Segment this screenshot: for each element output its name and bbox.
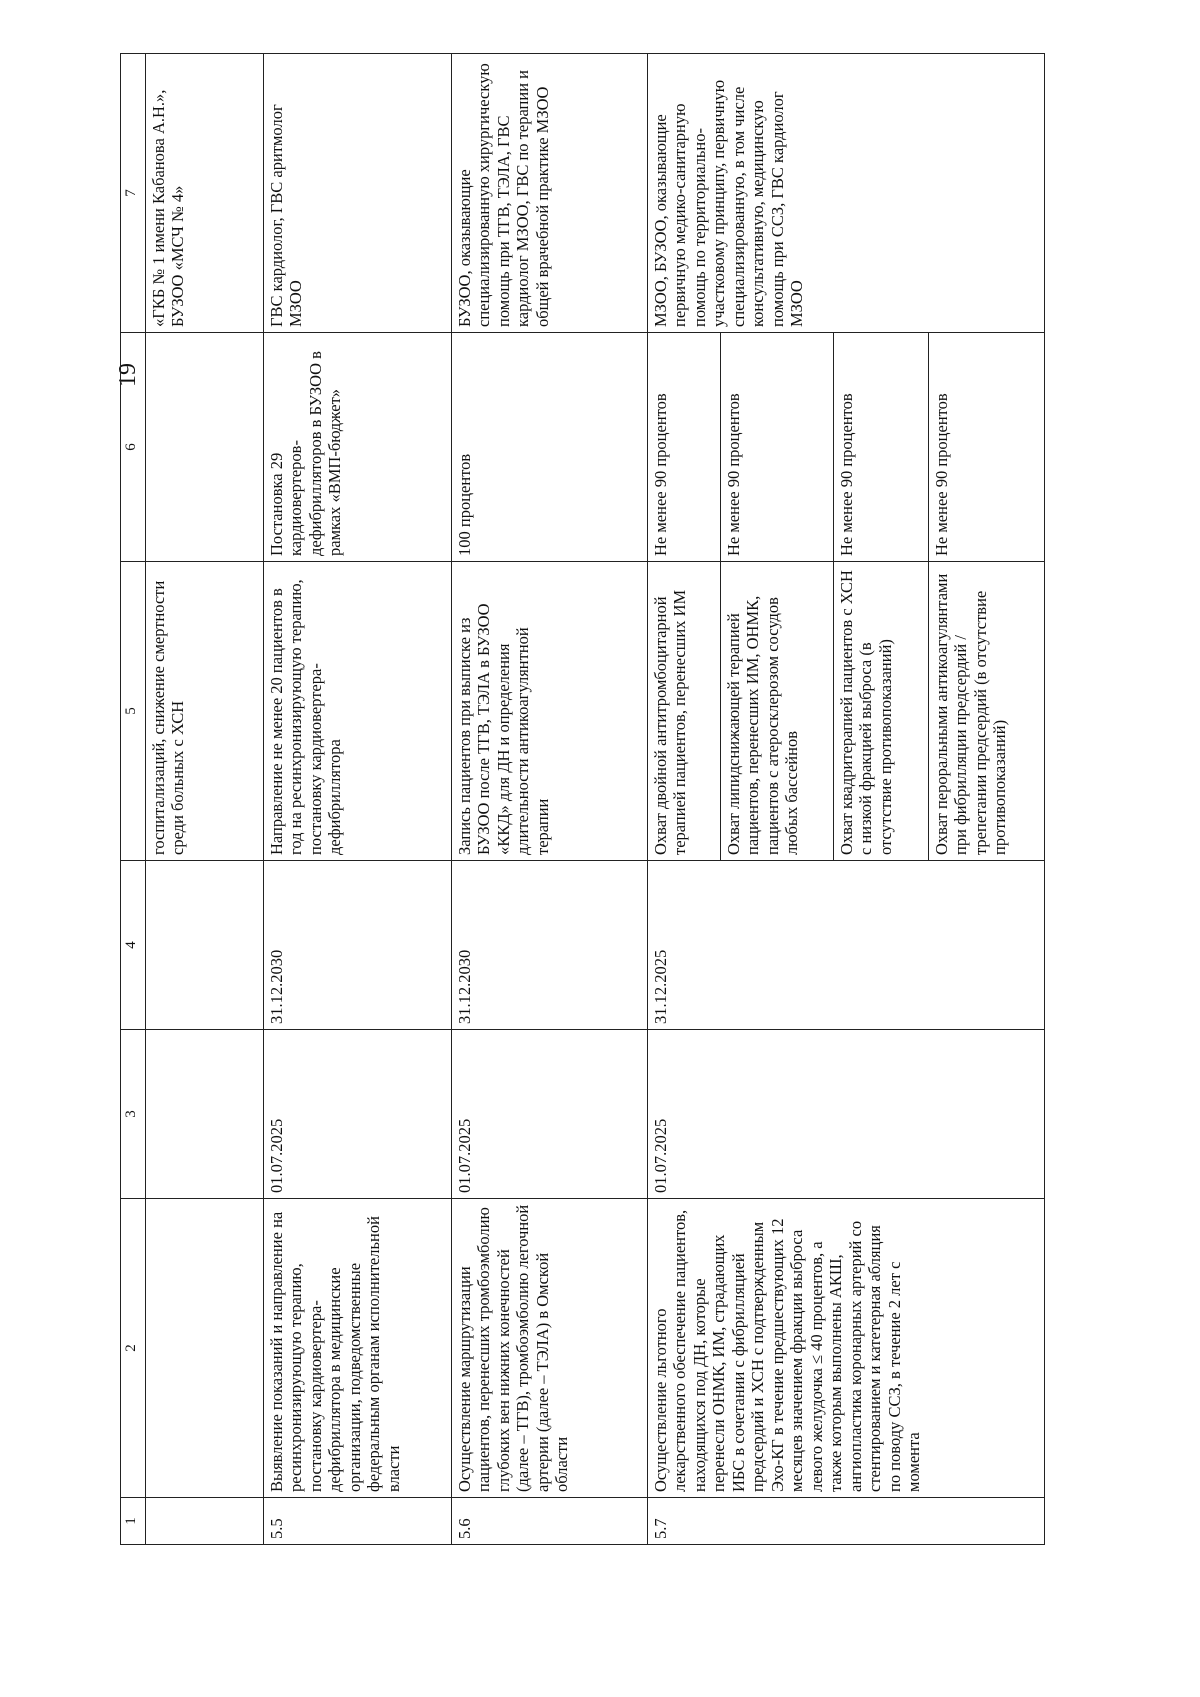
- cell-start-date: [146, 1030, 264, 1199]
- cell-indicator: [146, 333, 264, 562]
- sub-indicator: Не менее 90 процентов: [721, 333, 834, 561]
- cell-measure: Выявление показаний и направление на ресинхронизирующую терапию, постановку кардиовертера-дефибриллятора в медицинские организации, подведомственные федеральным органам исполнительной власти: [264, 1199, 452, 1498]
- cell-result: госпитализаций, снижение смертности среди больных с ХСН: [146, 562, 264, 861]
- cell-start-date: 01.07.2025: [264, 1030, 452, 1199]
- cell-responsible: «ГКБ № 1 имени Кабанова А.Н.», БУЗОО «МСЧ № 4»: [146, 54, 264, 333]
- header-col-5: 5: [121, 562, 146, 861]
- sub-result: Охват липидснижающей терапией пациентов, перенесших ИМ, ОНМК, пациентов с атеросклерозом сосудов любых бассейнов: [721, 562, 834, 860]
- header-col-6: 6: [121, 333, 146, 562]
- sub-result: Охват пероральными антикоагулянтами при фибрилляции предсердий / трепетании предсердий (в отсутствие противопоказаний): [932, 573, 1010, 855]
- sub-indicator: Не менее 90 процентов: [648, 333, 721, 561]
- header-row: [121, 54, 146, 1545]
- sub-result: Охват квадритерапией пациентов с ХСН с низкой фракцией выброса (в отсутствие противопоказаний): [834, 562, 929, 860]
- cell-measure: Осуществление льготного лекарственного обеспечение пациентов, находящихся под ДН, которые перенесли ОНМК, ИМ, страдающих ИБС в сочетании с фибрилляцией предсердий и ХСН с подтвержденным Эхо-КГ в течение предшествующих 12 месяцев значением фракции выброса левого желудочка ≤ 40 процентов, а также которым выполнены АКШ, ангиопластика коронарных артерий со стентированием и катетерная абляция по поводу ССЗ, в течение 2 лет с момента: [648, 1199, 1045, 1498]
- cell-result-split: [648, 562, 1045, 861]
- cell-end-date: 31.12.2030: [452, 861, 648, 1030]
- header-col-7: 7: [121, 54, 146, 333]
- cell-end-date: 31.12.2025: [648, 861, 1045, 1030]
- cell-measure: Осуществление маршрутизации пациентов, перенесших тромбоэмболию глубоких вен нижних конечностей (далее – ТГВ), тромбоэмболию легочной артерии (далее – ТЭЛА) в Омской области: [452, 1199, 648, 1498]
- page-number: 19: [115, 363, 141, 387]
- table-row: [452, 54, 648, 1545]
- table-row: [146, 54, 264, 1545]
- cell-start-date: 01.07.2025: [452, 1030, 648, 1199]
- cell-number: 5.6: [452, 1498, 648, 1545]
- cell-start-date: 01.07.2025: [648, 1030, 1045, 1199]
- cell-number: 5.7: [648, 1498, 1045, 1545]
- cell-end-date: [146, 861, 264, 1030]
- header-col-2: 2: [121, 1199, 146, 1498]
- header-col-3: 3: [121, 1030, 146, 1199]
- cell-responsible: ГВС кардиолог, ГВС аритмолог МЗОО: [264, 54, 452, 333]
- cell-responsible: МЗОО, БУЗОО, оказывающие первичную медико-санитарную помощь по территориально-участковому принципу, первичную специализированную, в том числе консультативную, медицинскую помощь при ССЗ, ГВС кардиолог МЗОО: [648, 54, 1045, 333]
- cell-result: Направление не менее 20 пациентов в год на ресинхронизирующую терапию, постановку кардиовертера-дефибриллятора: [264, 562, 452, 861]
- cell-end-date: 31.12.2030: [264, 861, 452, 1030]
- cell-number: 5.5: [264, 1498, 452, 1545]
- table-row: [264, 54, 452, 1545]
- cell-number: [146, 1498, 264, 1545]
- table-row: [648, 54, 1045, 1545]
- cell-indicator: Постановка 29 кардиовертеров-дефибрилляторов в БУЗОО в рамках «ВМП-бюджет»: [264, 333, 452, 562]
- sub-indicator: Не менее 90 процентов: [932, 393, 951, 556]
- cell-indicator-split: [648, 333, 1045, 562]
- cell-responsible: БУЗОО, оказывающие специализированную хирургическую помощь при ТГВ, ТЭЛА, ГВС кардиолог МЗОО, ГВС по терапии и общей врачебной практике МЗОО: [452, 54, 648, 333]
- header-col-1: 1: [121, 1498, 146, 1545]
- header-col-4: 4: [121, 861, 146, 1030]
- cell-indicator: 100 процентов: [452, 333, 648, 562]
- measures-table: [120, 53, 1045, 1545]
- cell-measure: [146, 1199, 264, 1498]
- table-wrapper: [120, 63, 1045, 1545]
- cell-result: Запись пациентов при выписке из БУЗОО после ТГВ, ТЭЛА в БУЗОО «ККД» для ДН и определения длительности антикоагулянтной терапии: [452, 562, 648, 861]
- sub-result: Охват двойной антитромбоцитарной терапией пациентов, перенесших ИМ: [648, 562, 721, 860]
- sub-indicator: Не менее 90 процентов: [834, 333, 929, 561]
